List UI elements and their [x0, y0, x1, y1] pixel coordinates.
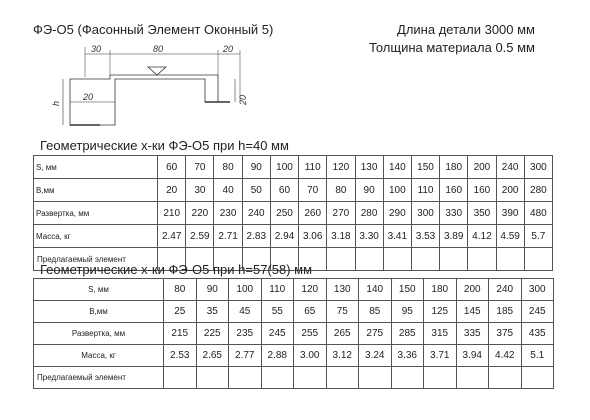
triangle-marker: [148, 67, 166, 75]
proposed-cell[interactable]: [489, 367, 522, 389]
table-cell: 3.18: [327, 225, 355, 248]
table-cell: 110: [261, 279, 294, 301]
table-cell: 4.42: [489, 345, 522, 367]
table-cell: 280: [355, 202, 383, 225]
table-cell: 45: [229, 301, 262, 323]
row-label: B,мм: [34, 301, 164, 323]
table-cell: 3.24: [359, 345, 392, 367]
table-cell: 265: [326, 323, 359, 345]
proposed-cell[interactable]: [468, 248, 496, 271]
table-cell: 2.53: [164, 345, 197, 367]
profile-drawing: [45, 42, 255, 137]
table-cell: 70: [299, 179, 327, 202]
table-cell: 100: [229, 279, 262, 301]
material-thickness: Толщина материала 0.5 мм: [368, 40, 535, 55]
proposed-cell[interactable]: [355, 248, 383, 271]
proposed-cell[interactable]: [327, 248, 355, 271]
table-cell: 120: [294, 279, 327, 301]
proposed-cell[interactable]: [359, 367, 392, 389]
table-cell: 130: [326, 279, 359, 301]
dim-right-top: 20: [223, 44, 234, 54]
table-cell: 180: [440, 156, 468, 179]
row-label: Масса, кг: [34, 225, 158, 248]
table-cell: 255: [294, 323, 327, 345]
table-cell: 300: [411, 202, 439, 225]
table-cell: 300: [521, 279, 554, 301]
table-cell: 480: [524, 202, 552, 225]
table-cell: 70: [186, 156, 214, 179]
row-label: B,мм: [34, 179, 158, 202]
table-cell: 2.71: [214, 225, 242, 248]
table-cell: 55: [261, 301, 294, 323]
table-cell: 3.71: [424, 345, 457, 367]
table-cell: 30: [186, 179, 214, 202]
table-cell: 110: [411, 179, 439, 202]
table-cell: 200: [468, 156, 496, 179]
table-cell: 65: [294, 301, 327, 323]
table-cell: 125: [424, 301, 457, 323]
table-cell: 2.88: [261, 345, 294, 367]
table-cell: 90: [242, 156, 270, 179]
table-row: [34, 202, 553, 225]
table-cell: 3.30: [355, 225, 383, 248]
table-cell: 200: [496, 179, 524, 202]
table-row: [34, 156, 553, 179]
table-cell: 245: [521, 301, 554, 323]
table-cell: 200: [456, 279, 489, 301]
table-cell: 90: [355, 179, 383, 202]
row-label: S, мм: [34, 156, 158, 179]
table-cell: 25: [164, 301, 197, 323]
table-cell: 3.12: [326, 345, 359, 367]
table-cell: 145: [456, 301, 489, 323]
table-cell: 160: [440, 179, 468, 202]
table-cell: 2.83: [242, 225, 270, 248]
table-cell: 3.53: [411, 225, 439, 248]
table-cell: 160: [468, 179, 496, 202]
table-cell: 230: [214, 202, 242, 225]
proposed-cell[interactable]: [164, 367, 197, 389]
dim-right-side: 20: [238, 94, 248, 105]
row-label: Развертка, мм: [34, 323, 164, 345]
table-cell: 330: [440, 202, 468, 225]
table-cell: 240: [489, 279, 522, 301]
table-cell: 80: [164, 279, 197, 301]
table-cell: 280: [524, 179, 552, 202]
table-cell: 2.65: [196, 345, 229, 367]
table-cell: 235: [229, 323, 262, 345]
table-cell: 90: [196, 279, 229, 301]
table-cell: 150: [411, 156, 439, 179]
proposed-element-label: Предлагаемый элемент: [34, 248, 158, 271]
table-cell: 80: [327, 179, 355, 202]
row-label: S, мм: [34, 279, 164, 301]
table-row: [34, 279, 554, 301]
table-cell: 3.94: [456, 345, 489, 367]
table2-title: Геометрические х-ки ФЭ-О5 при h=57(58) мм: [40, 262, 313, 277]
table-cell: 140: [383, 156, 411, 179]
table-cell: 3.36: [391, 345, 424, 367]
table-cell: 210: [158, 202, 186, 225]
table-cell: 3.89: [440, 225, 468, 248]
table-cell: 250: [270, 202, 298, 225]
table-cell: 120: [327, 156, 355, 179]
table-cell: 5.7: [524, 225, 552, 248]
table-cell: 130: [355, 156, 383, 179]
table-row: [34, 345, 554, 367]
proposed-cell[interactable]: [294, 367, 327, 389]
row-label: Развертка, мм: [34, 202, 158, 225]
table-cell: 225: [196, 323, 229, 345]
proposed-cell[interactable]: [456, 367, 489, 389]
table-cell: 350: [468, 202, 496, 225]
table-row: [34, 179, 553, 202]
table-cell: 2.47: [158, 225, 186, 248]
table-cell: 270: [327, 202, 355, 225]
table-cell: 50: [242, 179, 270, 202]
proposed-cell[interactable]: [524, 248, 552, 271]
proposed-cell[interactable]: [424, 367, 457, 389]
table-cell: 290: [383, 202, 411, 225]
dim-middle-top: 80: [153, 44, 164, 54]
table-cell: 40: [214, 179, 242, 202]
proposed-cell[interactable]: [496, 248, 524, 271]
proposed-cell[interactable]: [326, 367, 359, 389]
table-cell: 85: [359, 301, 392, 323]
table-cell: 3.41: [383, 225, 411, 248]
dim-height: h: [51, 100, 61, 106]
table-cell: 335: [456, 323, 489, 345]
row-label: Масса, кг: [34, 345, 164, 367]
table-cell: 2.59: [186, 225, 214, 248]
dim-left-bottom: 20: [83, 92, 94, 102]
table1-title: Геометрические х-ки ФЭ-О5 при h=40 мм: [40, 138, 289, 153]
table-cell: 80: [214, 156, 242, 179]
table-row: [34, 323, 554, 345]
table-cell: 3.00: [294, 345, 327, 367]
dim-left-top: 30: [91, 44, 102, 54]
proposed-cell[interactable]: [261, 367, 294, 389]
table-cell: 215: [164, 323, 197, 345]
table-cell: 75: [326, 301, 359, 323]
table-row: [34, 225, 553, 248]
table-cell: 240: [496, 156, 524, 179]
part-length: Длина детали 3000 мм: [397, 22, 535, 37]
table-cell: 220: [186, 202, 214, 225]
table-cell: 20: [158, 179, 186, 202]
table-cell: 245: [261, 323, 294, 345]
table-cell: 5.1: [521, 345, 554, 367]
table-cell: 100: [383, 179, 411, 202]
table-cell: 4.59: [496, 225, 524, 248]
table-cell: 375: [489, 323, 522, 345]
table-h40: [33, 155, 553, 271]
table-cell: 260: [299, 202, 327, 225]
table-cell: 4.12: [468, 225, 496, 248]
table-cell: 240: [242, 202, 270, 225]
table-cell: 285: [391, 323, 424, 345]
table-cell: 100: [270, 156, 298, 179]
table-cell: 315: [424, 323, 457, 345]
proposed-cell[interactable]: [411, 248, 439, 271]
table-cell: 60: [270, 179, 298, 202]
proposed-cell[interactable]: [391, 367, 424, 389]
table-cell: 300: [524, 156, 552, 179]
table-cell: 140: [359, 279, 392, 301]
proposed-cell[interactable]: [196, 367, 229, 389]
table-cell: 2.94: [270, 225, 298, 248]
table-cell: 390: [496, 202, 524, 225]
proposed-cell[interactable]: [440, 248, 468, 271]
table-cell: 185: [489, 301, 522, 323]
table-cell: 60: [158, 156, 186, 179]
document-title: ФЭ-О5 (Фасонный Элемент Оконный 5): [33, 22, 274, 37]
table-cell: 150: [391, 279, 424, 301]
proposed-row: [34, 367, 554, 389]
proposed-cell[interactable]: [383, 248, 411, 271]
table-cell: 3.06: [299, 225, 327, 248]
table-cell: 110: [299, 156, 327, 179]
table-cell: 275: [359, 323, 392, 345]
table-cell: 35: [196, 301, 229, 323]
table-cell: 2.77: [229, 345, 262, 367]
table-row: [34, 301, 554, 323]
table-cell: 180: [424, 279, 457, 301]
proposed-cell[interactable]: [229, 367, 262, 389]
proposed-element-label: Предлагаемый элемент: [34, 367, 164, 389]
table-cell: 95: [391, 301, 424, 323]
table-cell: 435: [521, 323, 554, 345]
table-h57: [33, 278, 554, 389]
proposed-cell[interactable]: [521, 367, 554, 389]
